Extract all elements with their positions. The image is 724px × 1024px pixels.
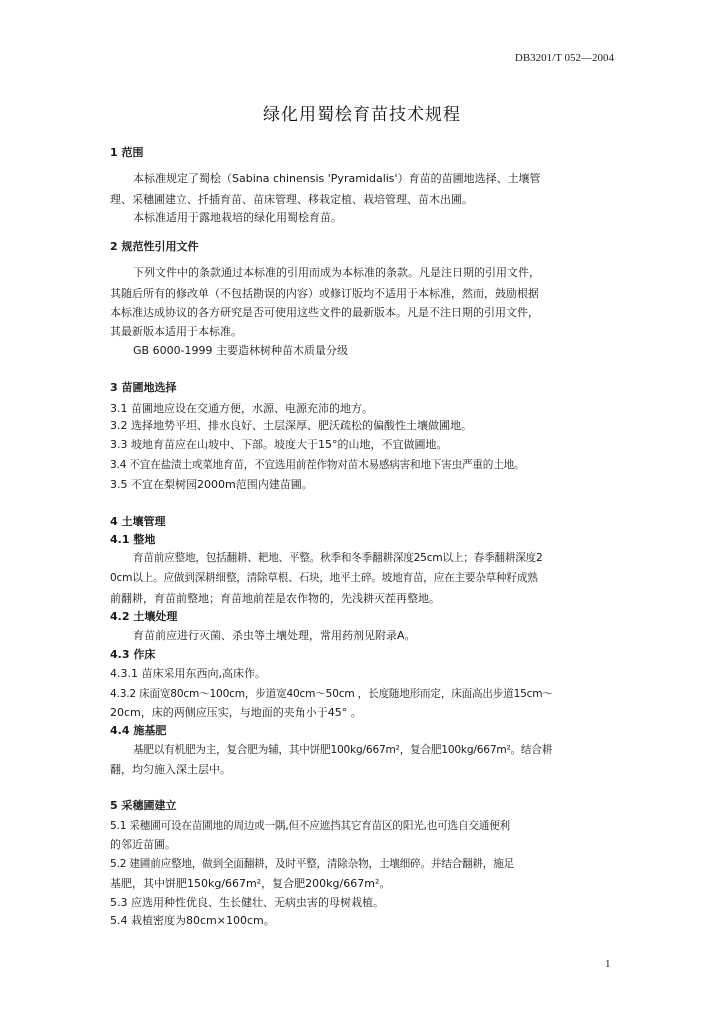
clause-5-3: 5.3 应选用种性优良、生长健壮、无病虫害的母树栽植。 [110, 896, 384, 909]
paragraph-line: 下列文件中的条款通过本标准的引用而成为本标准的条款。凡是注日期的引用文件， [133, 266, 540, 279]
reference-gb6000: GB 6000-1999 主要造林树种苗木质量分级 [133, 344, 349, 357]
paragraph-line: 理、采穗圃建立、扦插育苗、苗床管理、移栽定植、栽培管理、苗木出圃。 [110, 193, 473, 206]
paragraph-line: 育苗前应进行灭菌、杀虫等土壤处理，常用药剂见附录A。 [133, 629, 416, 642]
clause-5-1: 5.1 采穗圃可设在苗圃地的周边或一隅,但不应遮挡其它育苗区的阳光,也可选自交通便利 [110, 820, 510, 832]
paragraph-line: 翻，均匀施入深土层中。 [110, 763, 231, 776]
section-5-heading: 5 采穗圃建立 [110, 799, 177, 812]
standard-code: DB3201/T 052—2004 [514, 52, 614, 64]
paragraph-line: 其最新版本适用于本标准。 [110, 325, 242, 338]
document-title: 绿化用蜀桧育苗技术规程 [263, 105, 461, 125]
paragraph-line: 基肥以有机肥为主，复合肥为辅，其中饼肥100kg/667m²，复合肥100kg/667m²。结合耕 [133, 744, 553, 756]
clause-3-2: 3.2 选择地势平坦、排水良好、土层深厚、肥沃疏松的偏酸性土壤做圃地。 [110, 419, 472, 432]
clause-3-3: 3.3 坡地育苗应在山坡中、下部。坡度大于15°的山地，不宜做圃地。 [110, 438, 448, 451]
clause-3-5: 3.5 不宜在梨树园2000m范围内建苗圃。 [110, 478, 313, 491]
clause-4-2-heading: 4.2 土壤处理 [110, 610, 178, 623]
clause-4-3-1: 4.3.1 苗床采用东西向,高床作。 [110, 667, 266, 680]
paragraph-line: 其随后所有的修改单（不包括勘误的内容）或修订版均不适用于本标准，然而，鼓励根据 [110, 287, 539, 300]
clause-5-2: 5.2 建圃前应整地，做到全面翻耕，及时平整，清除杂物，土壤细碎。并结合翻耕，施足 [110, 858, 514, 870]
clause-3-4: 3.4 不宜在盐渍土或菜地育苗，不宜选用前茬作物对苗木易感病害和地下害虫严重的土地。 [110, 459, 525, 471]
clause-3-1: 3.1 苗圃地应设在交通方便，水源、电源充沛的地方。 [110, 402, 373, 415]
section-1-heading: 1 范围 [110, 146, 144, 159]
page-number: 1 [605, 958, 611, 970]
paragraph-line: 20cm，床的两侧应压实，与地面的夹角小于45° 。 [110, 706, 362, 719]
clause-4-1-heading: 4.1 整地 [110, 533, 156, 546]
clause-4-4-heading: 4.4 施基肥 [110, 724, 167, 737]
paragraph-line: 0cm以上。应做到深耕细整，清除草根、石块，地平土碎。坡地育苗，应在主要杂草种籽成熟 [110, 572, 538, 584]
paragraph-line: 本标准达成协议的各方研究是否可使用这些文件的最新版本。凡是不注日期的引用文件， [110, 306, 539, 319]
clause-4-3-heading: 4.3 作床 [110, 648, 156, 661]
paragraph-line: 本标准规定了蜀桧（Sabina chinensis 'Pyramidalis'）育苗的苗圃地选择、土壤管 [133, 172, 541, 185]
clause-5-4: 5.4 栽植密度为80cm×100cm。 [110, 914, 275, 927]
paragraph-line: 基肥，其中饼肥150kg/667m²，复合肥200kg/667m²。 [110, 877, 391, 890]
paragraph-line: 的邻近苗圃。 [110, 838, 176, 851]
section-3-heading: 3 苗圃地选择 [110, 381, 177, 394]
paragraph-line: 育苗前应整地，包括翻耕、耙地、平整。秋季和冬季翻耕深度25cm以上；春季翻耕深度2 [133, 552, 543, 564]
section-4-heading: 4 土壤管理 [110, 515, 166, 528]
section-2-heading: 2 规范性引用文件 [110, 240, 199, 253]
paragraph-line: 前翻耕，育苗前整地；育苗地前茬是农作物的，先浅耕灭茬再整地。 [110, 592, 440, 605]
clause-4-3-2: 4.3.2 床面宽80cm～100cm，步道宽40cm～50cm ，长度随地形而定，床面高出步道15cm～ [110, 688, 553, 700]
paragraph-line: 本标准适用于露地栽培的绿化用蜀桧育苗。 [133, 211, 342, 224]
